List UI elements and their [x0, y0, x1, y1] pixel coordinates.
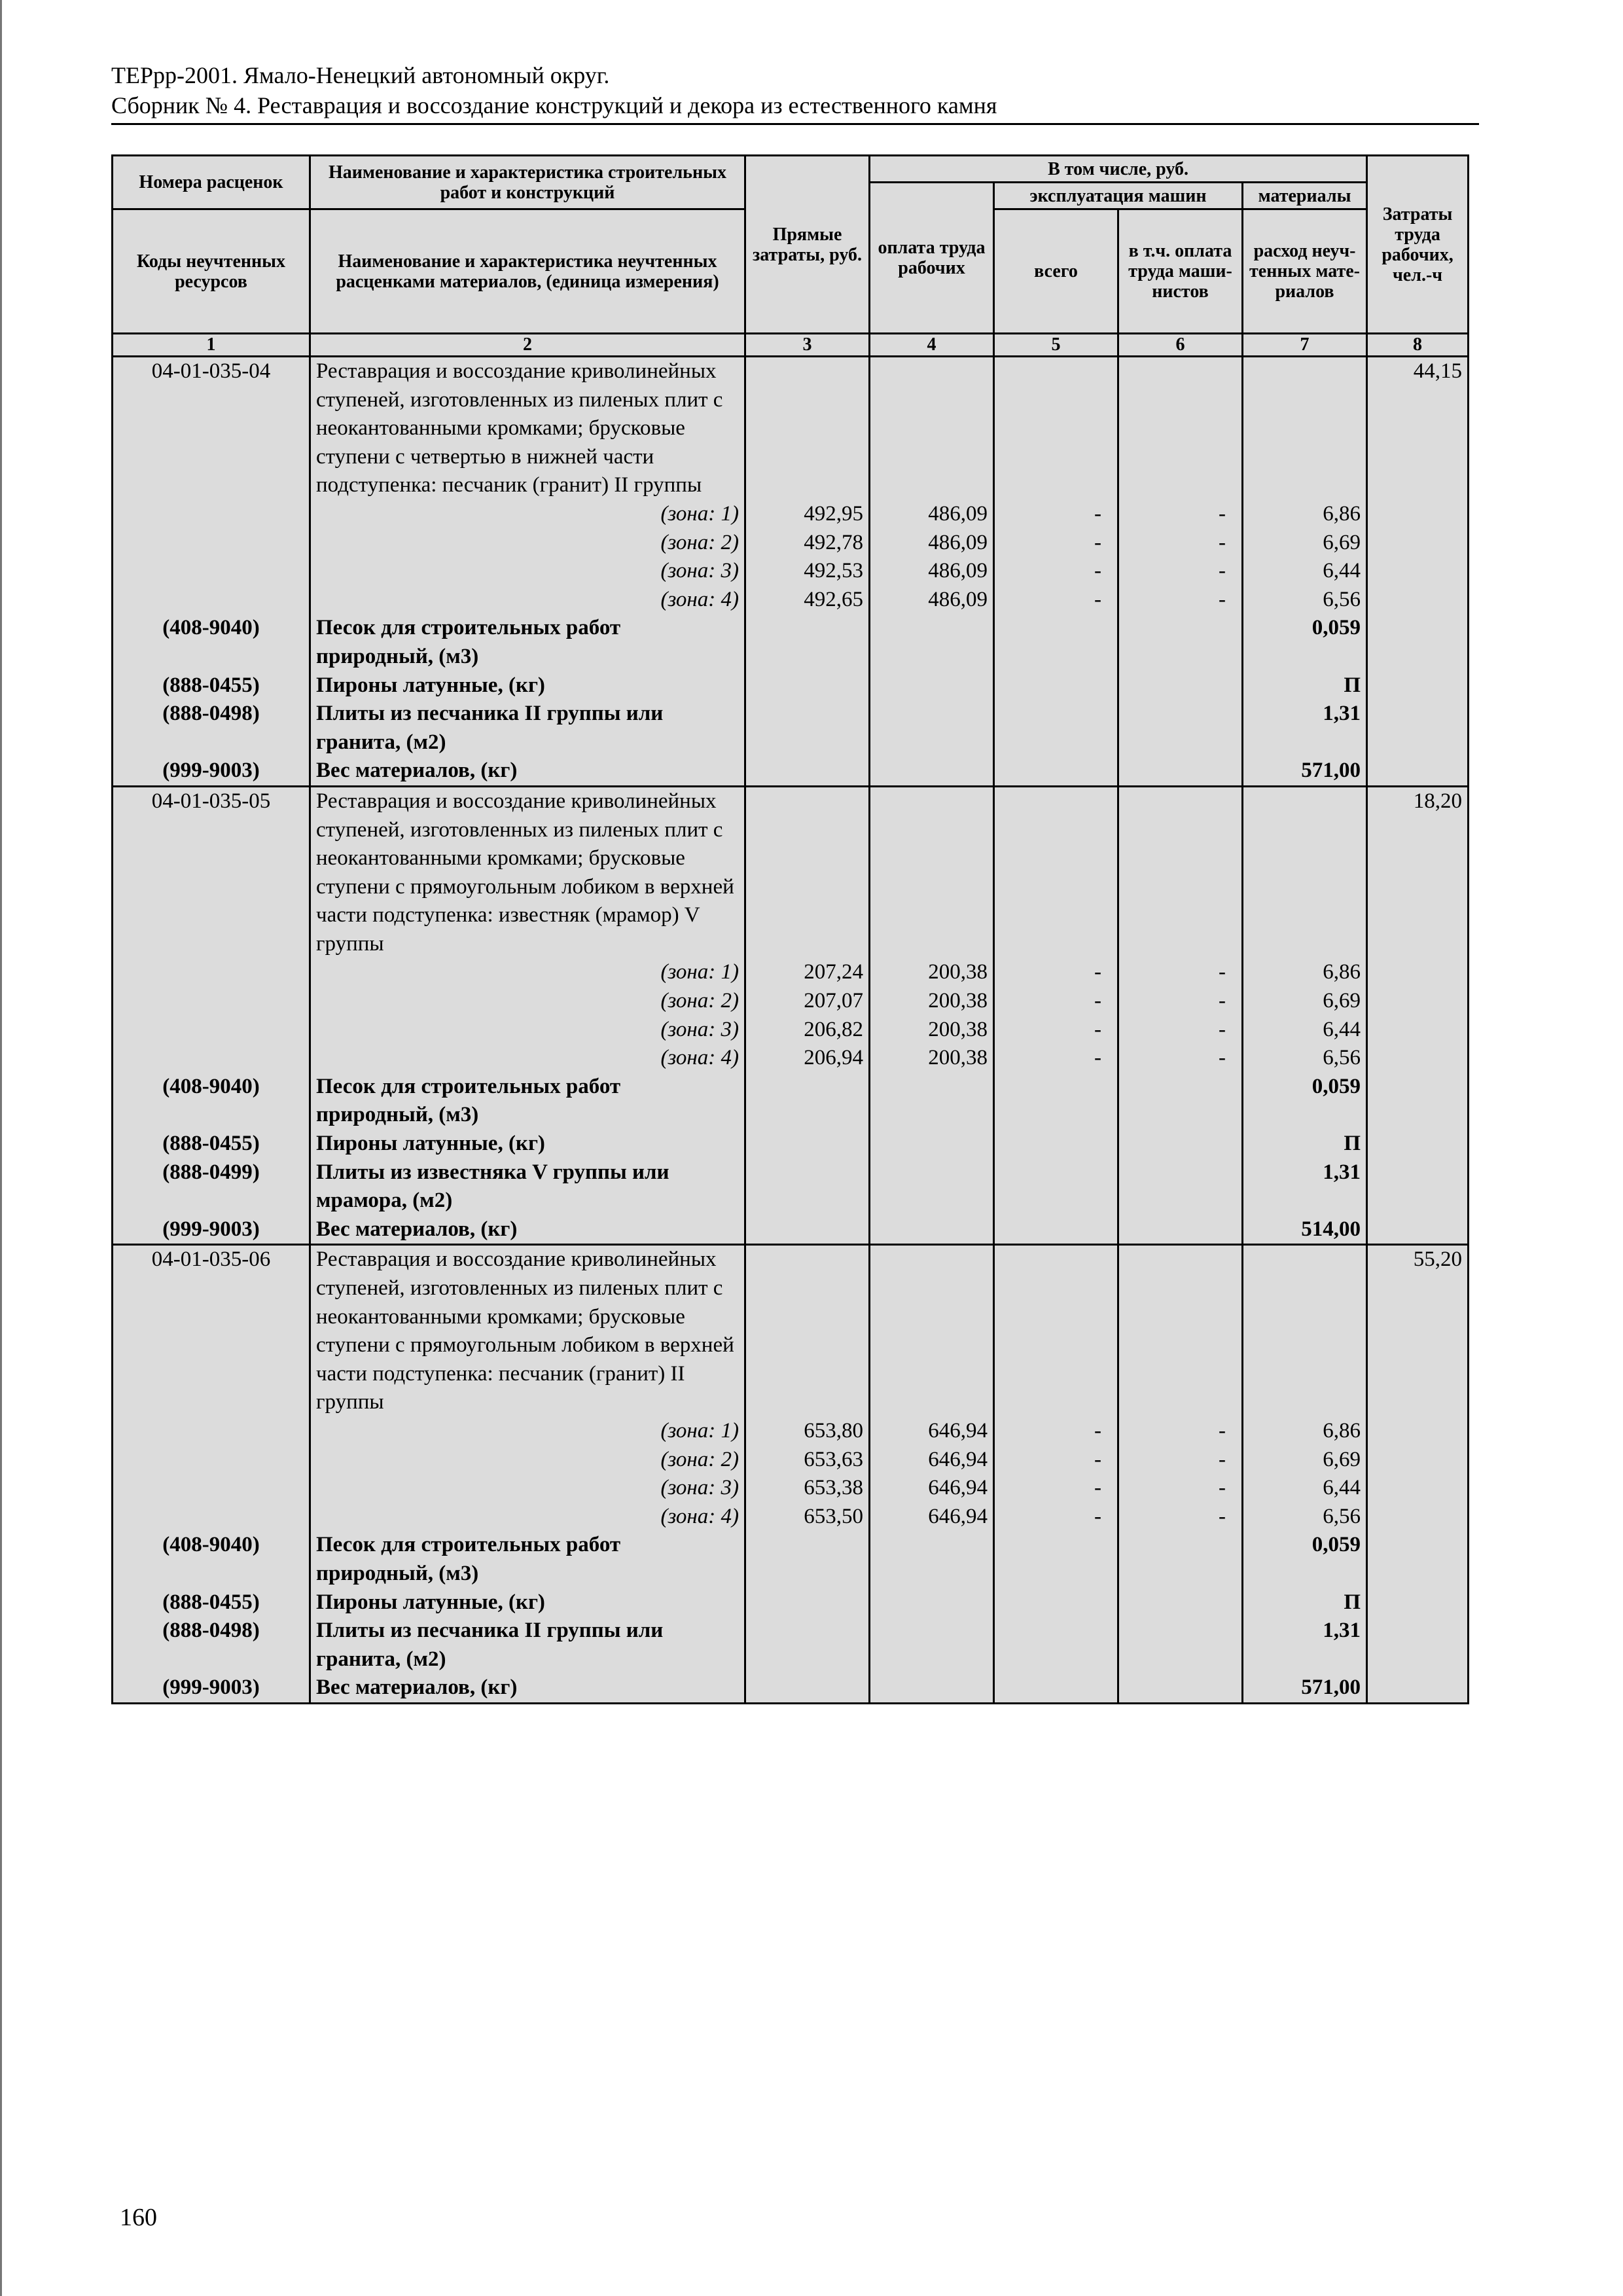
- col-number-8: 8: [1367, 334, 1469, 357]
- resource-usage: 0,059: [1243, 1073, 1367, 1130]
- zone-row: [113, 1044, 1469, 1073]
- col-number-3: 3: [745, 334, 870, 357]
- resource-code: (888-0455): [113, 672, 310, 700]
- machines-total: -: [994, 987, 1118, 1016]
- resource-row: [113, 1588, 1469, 1617]
- zone-label: (зона: 3): [310, 1474, 745, 1503]
- resource-name: Вес материалов, (кг): [310, 757, 745, 786]
- resource-code: (888-0498): [113, 700, 310, 757]
- machines-total: -: [994, 1016, 1118, 1045]
- resource-code: (408-9040): [113, 614, 310, 671]
- machinists-wages: -: [1118, 958, 1243, 987]
- machinists-wages: -: [1118, 529, 1243, 558]
- zone-row: [113, 557, 1469, 586]
- resource-usage: 1,31: [1243, 1158, 1367, 1215]
- resource-name: Песок для строительных работ природный, (м3): [310, 1531, 745, 1588]
- col-work-name-header: Наименование и характеристика строительных работ и конструкций: [310, 156, 745, 209]
- table-row: [113, 786, 1469, 958]
- resource-usage: 1,31: [1243, 1617, 1367, 1674]
- zone-label: (зона: 3): [310, 1016, 745, 1045]
- resource-row: [113, 1617, 1469, 1674]
- resource-usage: 0,059: [1243, 614, 1367, 671]
- machines-total: -: [994, 1044, 1118, 1073]
- direct-cost: 653,80: [745, 1417, 870, 1446]
- col-materials-usage-header: расход неуч-тенных мате-риалов: [1243, 209, 1367, 334]
- direct-cost: 206,94: [745, 1044, 870, 1073]
- machinists-wages: -: [1118, 1016, 1243, 1045]
- machinists-wages: -: [1118, 500, 1243, 529]
- resource-name: Плиты из песчаника II группы или гранита, (м2): [310, 1617, 745, 1674]
- group-machines-header: эксплуатация машин: [994, 183, 1243, 209]
- machinists-wages: -: [1118, 1044, 1243, 1073]
- machines-total: -: [994, 586, 1118, 615]
- machinists-wages: -: [1118, 1474, 1243, 1503]
- work-description: Реставрация и воссоздание криволинейных ступеней, изготовленных из пиленых плит с неокантованными кромками; брусковые ступени с четвертью в нижней части подступенка: песчаник (гранит) II группы: [310, 357, 745, 500]
- rate-code: 04-01-035-05: [113, 786, 310, 958]
- resource-name: Песок для строительных работ природный, (м3): [310, 614, 745, 671]
- col-resource-codes-header: Коды неучтенных ресурсов: [113, 209, 310, 334]
- machines-total: -: [994, 557, 1118, 586]
- resource-usage: 571,00: [1243, 1674, 1367, 1703]
- zone-label: (зона: 4): [310, 1503, 745, 1532]
- machines-total: -: [994, 1417, 1118, 1446]
- header-rule: [111, 123, 1479, 125]
- zone-row: [113, 1016, 1469, 1045]
- resource-name: Песок для строительных работ природный, (м3): [310, 1073, 745, 1130]
- col-materials-name-header: Наименование и характеристика неучтенных расценками материалов, (единица измерения): [310, 209, 745, 334]
- resource-code: (408-9040): [113, 1073, 310, 1130]
- direct-cost: 653,38: [745, 1474, 870, 1503]
- wages: 486,09: [870, 586, 994, 615]
- resource-code: (408-9040): [113, 1531, 310, 1588]
- direct-cost: 206,82: [745, 1016, 870, 1045]
- resource-row: [113, 700, 1469, 757]
- wages: 646,94: [870, 1503, 994, 1532]
- resource-usage: П: [1243, 1130, 1367, 1158]
- labor-hours: 18,20: [1367, 786, 1469, 958]
- group-materials-header: материалы: [1243, 183, 1367, 209]
- labor-hours: 44,15: [1367, 357, 1469, 500]
- resource-name: Пироны латунные, (кг): [310, 672, 745, 700]
- page-number: 160: [120, 2204, 157, 2231]
- page-edge: [0, 0, 2, 2296]
- work-description: Реставрация и воссоздание криволинейных ступеней, изготовленных из пиленых плит с неокантованными кромками; брусковые ступени с прямоугольным лобиком в верхней части подступенка: известняк (мрамор) V группы: [310, 786, 745, 958]
- zone-row: [113, 1417, 1469, 1446]
- resource-name: Плиты из известняка V группы или мрамора, (м2): [310, 1158, 745, 1215]
- resource-usage: 514,00: [1243, 1215, 1367, 1245]
- machines-total: -: [994, 1503, 1118, 1532]
- resource-row: [113, 614, 1469, 671]
- machinists-wages: -: [1118, 1446, 1243, 1475]
- resource-name: Пироны латунные, (кг): [310, 1130, 745, 1158]
- materials-cost: 6,44: [1243, 557, 1367, 586]
- resource-code: (999-9003): [113, 1674, 310, 1703]
- table-row: [113, 1245, 1469, 1417]
- direct-cost: 207,07: [745, 987, 870, 1016]
- materials-cost: 6,86: [1243, 958, 1367, 987]
- direct-cost: 492,95: [745, 500, 870, 529]
- resource-code: (999-9003): [113, 757, 310, 786]
- zone-label: (зона: 4): [310, 1044, 745, 1073]
- materials-cost: 6,69: [1243, 529, 1367, 558]
- resource-name: Пироны латунные, (кг): [310, 1588, 745, 1617]
- table-row: [113, 357, 1469, 500]
- materials-cost: 6,86: [1243, 500, 1367, 529]
- machines-total: -: [994, 500, 1118, 529]
- col-labor-hours-header: Затраты труда рабочих, чел.-ч: [1367, 156, 1469, 334]
- rate-entry: [113, 1245, 1469, 1704]
- machines-total: -: [994, 1446, 1118, 1475]
- direct-cost: 492,65: [745, 586, 870, 615]
- rates-table: [111, 154, 1469, 1704]
- machines-total: -: [994, 1474, 1118, 1503]
- resource-row: [113, 672, 1469, 700]
- machinists-wages: -: [1118, 1503, 1243, 1532]
- materials-cost: 6,56: [1243, 586, 1367, 615]
- zone-label: (зона: 1): [310, 1417, 745, 1446]
- direct-cost: 653,50: [745, 1503, 870, 1532]
- resource-row: [113, 757, 1469, 786]
- zone-row: [113, 586, 1469, 615]
- col-wages-header: оплата труда рабочих: [870, 183, 994, 334]
- col-number-5: 5: [994, 334, 1118, 357]
- zone-row: [113, 1446, 1469, 1475]
- resource-usage: П: [1243, 672, 1367, 700]
- machinists-wages: -: [1118, 557, 1243, 586]
- machinists-wages: -: [1118, 586, 1243, 615]
- col-machines-total-header: всего: [994, 209, 1118, 334]
- machinists-wages: -: [1118, 1417, 1243, 1446]
- running-header: [111, 60, 1479, 125]
- zone-row: [113, 529, 1469, 558]
- machines-total: -: [994, 529, 1118, 558]
- zone-label: (зона: 1): [310, 958, 745, 987]
- resource-row: [113, 1130, 1469, 1158]
- materials-cost: 6,69: [1243, 1446, 1367, 1475]
- direct-cost: 492,53: [745, 557, 870, 586]
- resource-code: (888-0499): [113, 1158, 310, 1215]
- machinists-wages: -: [1118, 987, 1243, 1016]
- col-number-6: 6: [1118, 334, 1243, 357]
- resource-row: [113, 1674, 1469, 1703]
- wages: 200,38: [870, 958, 994, 987]
- zone-label: (зона: 3): [310, 557, 745, 586]
- materials-cost: 6,86: [1243, 1417, 1367, 1446]
- work-description: Реставрация и воссоздание криволинейных ступеней, изготовленных из пиленых плит с неокантованными кромками; брусковые ступени с прямоугольным лобиком в верхней части подступенка: песчаник (гранит) II группы: [310, 1245, 745, 1417]
- zone-label: (зона: 2): [310, 529, 745, 558]
- wages: 486,09: [870, 529, 994, 558]
- resource-row: [113, 1531, 1469, 1588]
- resource-row: [113, 1158, 1469, 1215]
- resource-usage: 571,00: [1243, 757, 1367, 786]
- rate-entry: [113, 786, 1469, 1245]
- zone-label: (зона: 2): [310, 1446, 745, 1475]
- rate-code: 04-01-035-04: [113, 357, 310, 500]
- resource-name: Плиты из песчаника II группы или гранита, (м2): [310, 700, 745, 757]
- zone-row: [113, 500, 1469, 529]
- rate-code: 04-01-035-06: [113, 1245, 310, 1417]
- resource-usage: 0,059: [1243, 1531, 1367, 1588]
- col-number-2: 2: [310, 334, 745, 357]
- wages: 200,38: [870, 987, 994, 1016]
- col-number-1: 1: [113, 334, 310, 357]
- group-including-header: В том числе, руб.: [870, 156, 1367, 183]
- col-number-4: 4: [870, 334, 994, 357]
- header-subtitle: Сборник № 4. Реставрация и воссоздание конструкций и декора из естественного камня: [111, 92, 997, 118]
- rate-entry: [113, 357, 1469, 787]
- zone-label: (зона: 2): [310, 987, 745, 1016]
- zone-row: [113, 958, 1469, 987]
- labor-hours: 55,20: [1367, 1245, 1469, 1417]
- wages: 646,94: [870, 1474, 994, 1503]
- resource-code: (999-9003): [113, 1215, 310, 1245]
- zone-label: (зона: 1): [310, 500, 745, 529]
- materials-cost: 6,69: [1243, 987, 1367, 1016]
- direct-cost: 492,78: [745, 529, 870, 558]
- zone-row: [113, 1503, 1469, 1532]
- col-rate-number-header: Номера расценок: [113, 156, 310, 209]
- resource-usage: 1,31: [1243, 700, 1367, 757]
- materials-cost: 6,56: [1243, 1044, 1367, 1073]
- machines-total: -: [994, 958, 1118, 987]
- resource-row: [113, 1073, 1469, 1130]
- col-direct-cost-header: Прямые затраты, руб.: [745, 156, 870, 334]
- resource-row: [113, 1215, 1469, 1245]
- wages: 646,94: [870, 1446, 994, 1475]
- col-number-7: 7: [1243, 334, 1367, 357]
- resource-name: Вес материалов, (кг): [310, 1215, 745, 1245]
- resource-name: Вес материалов, (кг): [310, 1674, 745, 1703]
- materials-cost: 6,44: [1243, 1016, 1367, 1045]
- resource-usage: П: [1243, 1588, 1367, 1617]
- wages: 646,94: [870, 1417, 994, 1446]
- resource-code: (888-0498): [113, 1617, 310, 1674]
- zone-row: [113, 1474, 1469, 1503]
- table-header: [113, 156, 1469, 357]
- direct-cost: 653,63: [745, 1446, 870, 1475]
- resource-code: (888-0455): [113, 1130, 310, 1158]
- direct-cost: 207,24: [745, 958, 870, 987]
- zone-label: (зона: 4): [310, 586, 745, 615]
- col-machinists-wages-header: в т.ч. оплата труда маши-нистов: [1118, 209, 1243, 334]
- wages: 486,09: [870, 500, 994, 529]
- resource-code: (888-0455): [113, 1588, 310, 1617]
- wages: 486,09: [870, 557, 994, 586]
- zone-row: [113, 987, 1469, 1016]
- wages: 200,38: [870, 1016, 994, 1045]
- wages: 200,38: [870, 1044, 994, 1073]
- materials-cost: 6,56: [1243, 1503, 1367, 1532]
- materials-cost: 6,44: [1243, 1474, 1367, 1503]
- header-title: ТЕРрр-2001. Ямало-Ненецкий автономный округ.: [111, 62, 610, 88]
